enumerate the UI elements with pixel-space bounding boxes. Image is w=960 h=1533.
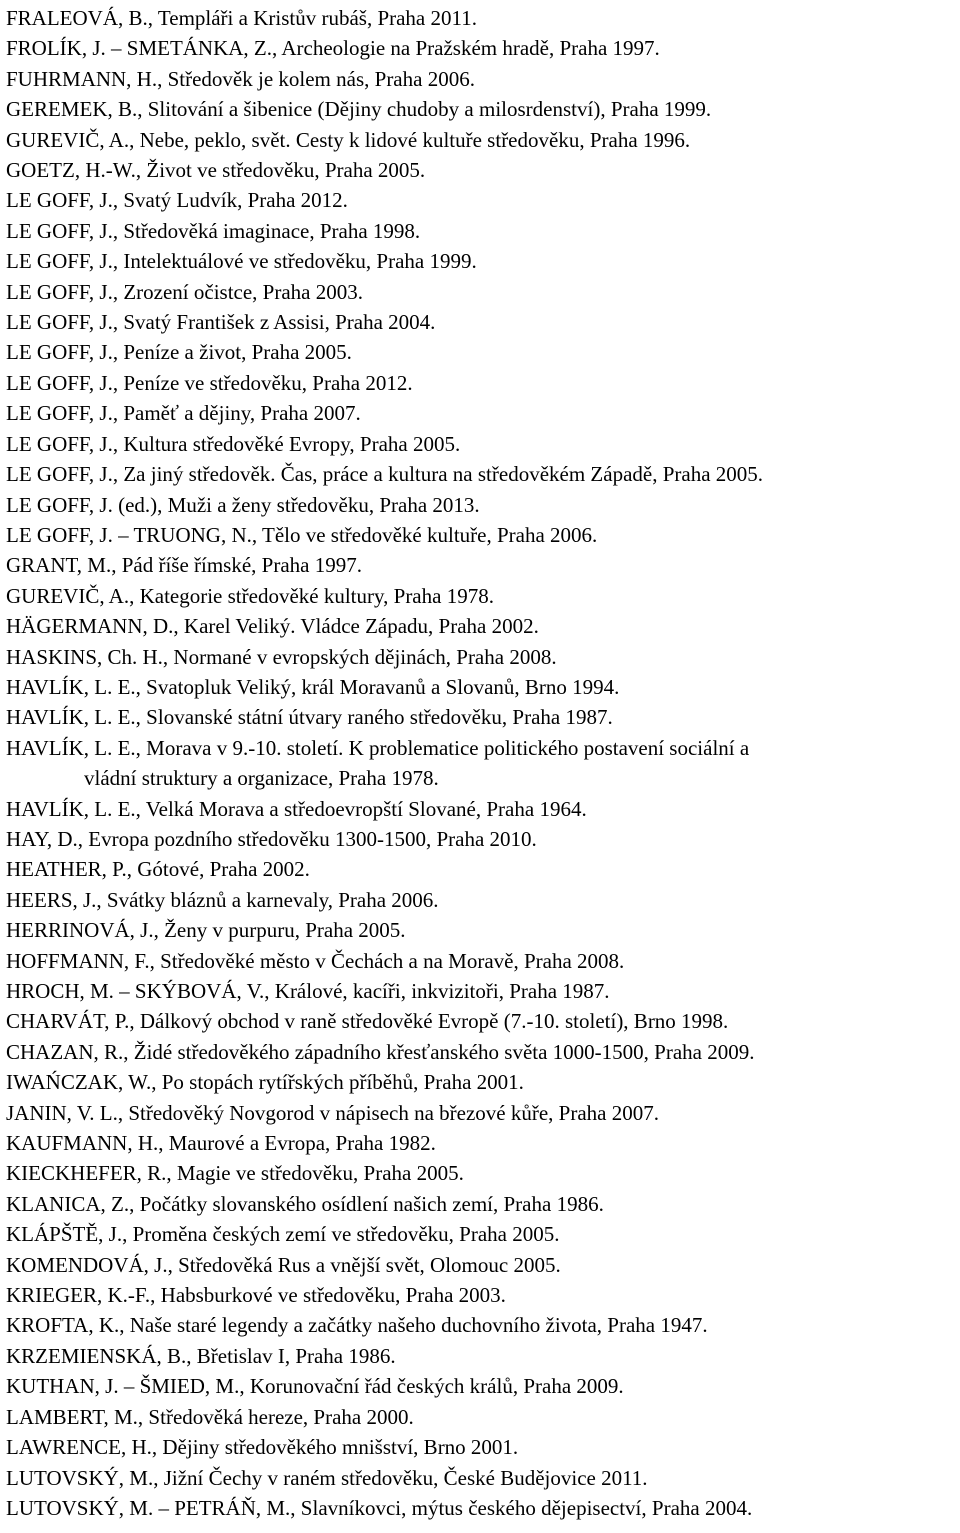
bibliography-entry: KUTHAN, J. – ŠMIED, M., Korunovační řád českých králů, Praha 2009. xyxy=(6,1374,624,1399)
bibliography-entry: LE GOFF, J., Kultura středověké Evropy, Praha 2005. xyxy=(6,431,461,456)
bibliography-entry: KLANICA, Z., Počátky slovanského osídlení našich zemí, Praha 1986. xyxy=(6,1191,604,1216)
bibliography-list xyxy=(6,3,958,1523)
bibliography-entry: KROFTA, K., Naše staré legendy a začátky našeho duchovního života, Praha 1947. xyxy=(6,1313,708,1338)
bibliography-entry: KOMENDOVÁ, J., Středověká Rus a vnější svět, Olomouc 2005. xyxy=(6,1252,561,1277)
bibliography-entry: HERRINOVÁ, J., Ženy v purpuru, Praha 2005. xyxy=(6,918,406,943)
bibliography-entry: HOFFMANN, F., Středověké město v Čechách a na Moravě, Praha 2008. xyxy=(6,948,625,973)
bibliography-entry: LE GOFF, J. (ed.), Muži a ženy středověku, Praha 2013. xyxy=(6,492,480,517)
bibliography-entry: LE GOFF, J., Peníze a život, Praha 2005. xyxy=(6,340,352,365)
bibliography-entry: KRIEGER, K.-F., Habsburkové ve středověku, Praha 2003. xyxy=(6,1283,506,1308)
bibliography-entry: FUHRMANN, H., Středověk je kolem nás, Praha 2006. xyxy=(6,66,475,91)
bibliography-entry: IWAŃCZAK, W., Po stopách rytířských příběhů, Praha 2001. xyxy=(6,1070,524,1095)
bibliography-entry: HROCH, M. – SKÝBOVÁ, V., Králové, kacíři, inkvizitoři, Praha 1987. xyxy=(6,979,610,1003)
bibliography-entry: HAVLÍK, L. E., Svatopluk Veliký, král Moravanů a Slovanů, Brno 1994. xyxy=(6,674,620,699)
bibliography-entry-continuation: vládní struktury a organizace, Praha 1978. xyxy=(84,766,439,791)
bibliography-entry: HAVLÍK, L. E., Velká Morava a středoevropští Slované, Praha 1964. xyxy=(6,796,587,821)
bibliography-entry: GRANT, M., Pád říše římské, Praha 1997. xyxy=(6,553,362,578)
bibliography-entry: LE GOFF, J., Svatý František z Assisi, Praha 2004. xyxy=(6,310,436,335)
bibliography-entry: LE GOFF, J., Za jiný středověk. Čas, práce a kultura na středověkém Západě, Praha 2005. xyxy=(6,462,764,487)
bibliography-entry: HEATHER, P., Gótové, Praha 2002. xyxy=(6,857,310,882)
bibliography-entry: KLÁPŠTĚ, J., Proměna českých zemí ve středověku, Praha 2005. xyxy=(6,1222,560,1247)
bibliography-entry: CHAZAN, R., Židé středověkého západního křesťanského světa 1000-1500, Praha 2009. xyxy=(6,1039,755,1064)
bibliography-entry: LAMBERT, M., Středověká hereze, Praha 2000. xyxy=(6,1404,414,1429)
bibliography-entry: GEREMEK, B., Slitování a šibenice (Dějiny chudoby a milosrdenství), Praha 1999. xyxy=(6,97,712,122)
bibliography-entry: LE GOFF, J., Zrození očistce, Praha 2003. xyxy=(6,279,363,304)
bibliography-entry: KIECKHEFER, R., Magie ve středověku, Praha 2005. xyxy=(6,1161,464,1186)
bibliography-entry: HASKINS, Ch. H., Normané v evropských dějinách, Praha 2008. xyxy=(6,644,557,669)
bibliography-entry: LE GOFF, J., Středověká imaginace, Praha 1998. xyxy=(6,218,421,243)
bibliography-entry: LE GOFF, J., Svatý Ludvík, Praha 2012. xyxy=(6,188,348,213)
bibliography-entry: FRALEOVÁ, B., Templáři a Kristův rubáš, Praha 2011. xyxy=(6,6,477,30)
bibliography-entry: HAVLÍK, L. E., Slovanské státní útvary raného středověku, Praha 1987. xyxy=(6,705,613,730)
bibliography-entry: LE GOFF, J., Paměť a dějiny, Praha 2007. xyxy=(6,401,361,426)
bibliography-entry: CHARVÁT, P., Dálkový obchod v raně středověké Evropě (7.-10. století), Brno 1998. xyxy=(6,1009,729,1034)
bibliography-entry: KRZEMIENSKÁ, B., Břetislav I, Praha 1986. xyxy=(6,1343,396,1368)
bibliography-entry: GUREVIČ, A., Nebe, peklo, svět. Cesty k lidové kultuře středověku, Praha 1996. xyxy=(6,127,691,152)
bibliography-entry: GUREVIČ, A., Kategorie středověké kultury, Praha 1978. xyxy=(6,583,494,608)
bibliography-entry: HAVLÍK, L. E., Morava v 9.-10. století. K problematice politického postavení sociální a xyxy=(6,735,750,760)
bibliography-entry: HAY, D., Evropa pozdního středověku 1300-1500, Praha 2010. xyxy=(6,826,537,851)
bibliography-entry: LUTOVSKÝ, M. – PETRÁŇ, M., Slavníkovci, mýtus českého dějepisectví, Praha 2004. xyxy=(6,1495,753,1520)
bibliography-entry: HÄGERMANN, D., Karel Veliký. Vládce Západu, Praha 2002. xyxy=(6,614,539,639)
bibliography-entry: JANIN, V. L., Středověký Novgorod v nápisech na březové kůře, Praha 2007. xyxy=(6,1100,659,1125)
bibliography-entry: FROLÍK, J. – SMETÁNKA, Z., Archeologie na Pražském hradě, Praha 1997. xyxy=(6,36,660,61)
bibliography-entry: GOETZ, H.-W., Život ve středověku, Praha 2005. xyxy=(6,158,426,183)
bibliography-entry: LAWRENCE, H., Dějiny středověkého mnišství, Brno 2001. xyxy=(6,1435,519,1460)
bibliography-entry: LE GOFF, J., Intelektuálové ve středověku, Praha 1999. xyxy=(6,249,477,274)
bibliography-entry: KAUFMANN, H., Maurové a Evropa, Praha 1982. xyxy=(6,1131,436,1156)
bibliography-entry: HEERS, J., Svátky bláznů a karnevaly, Praha 2006. xyxy=(6,887,439,912)
bibliography-entry: LE GOFF, J. – TRUONG, N., Tělo ve středověké kultuře, Praha 2006. xyxy=(6,522,598,547)
bibliography-entry: LE GOFF, J., Peníze ve středověku, Praha 2012. xyxy=(6,370,413,395)
bibliography-entry: LUTOVSKÝ, M., Jižní Čechy v raném středověku, České Budějovice 2011. xyxy=(6,1465,648,1490)
